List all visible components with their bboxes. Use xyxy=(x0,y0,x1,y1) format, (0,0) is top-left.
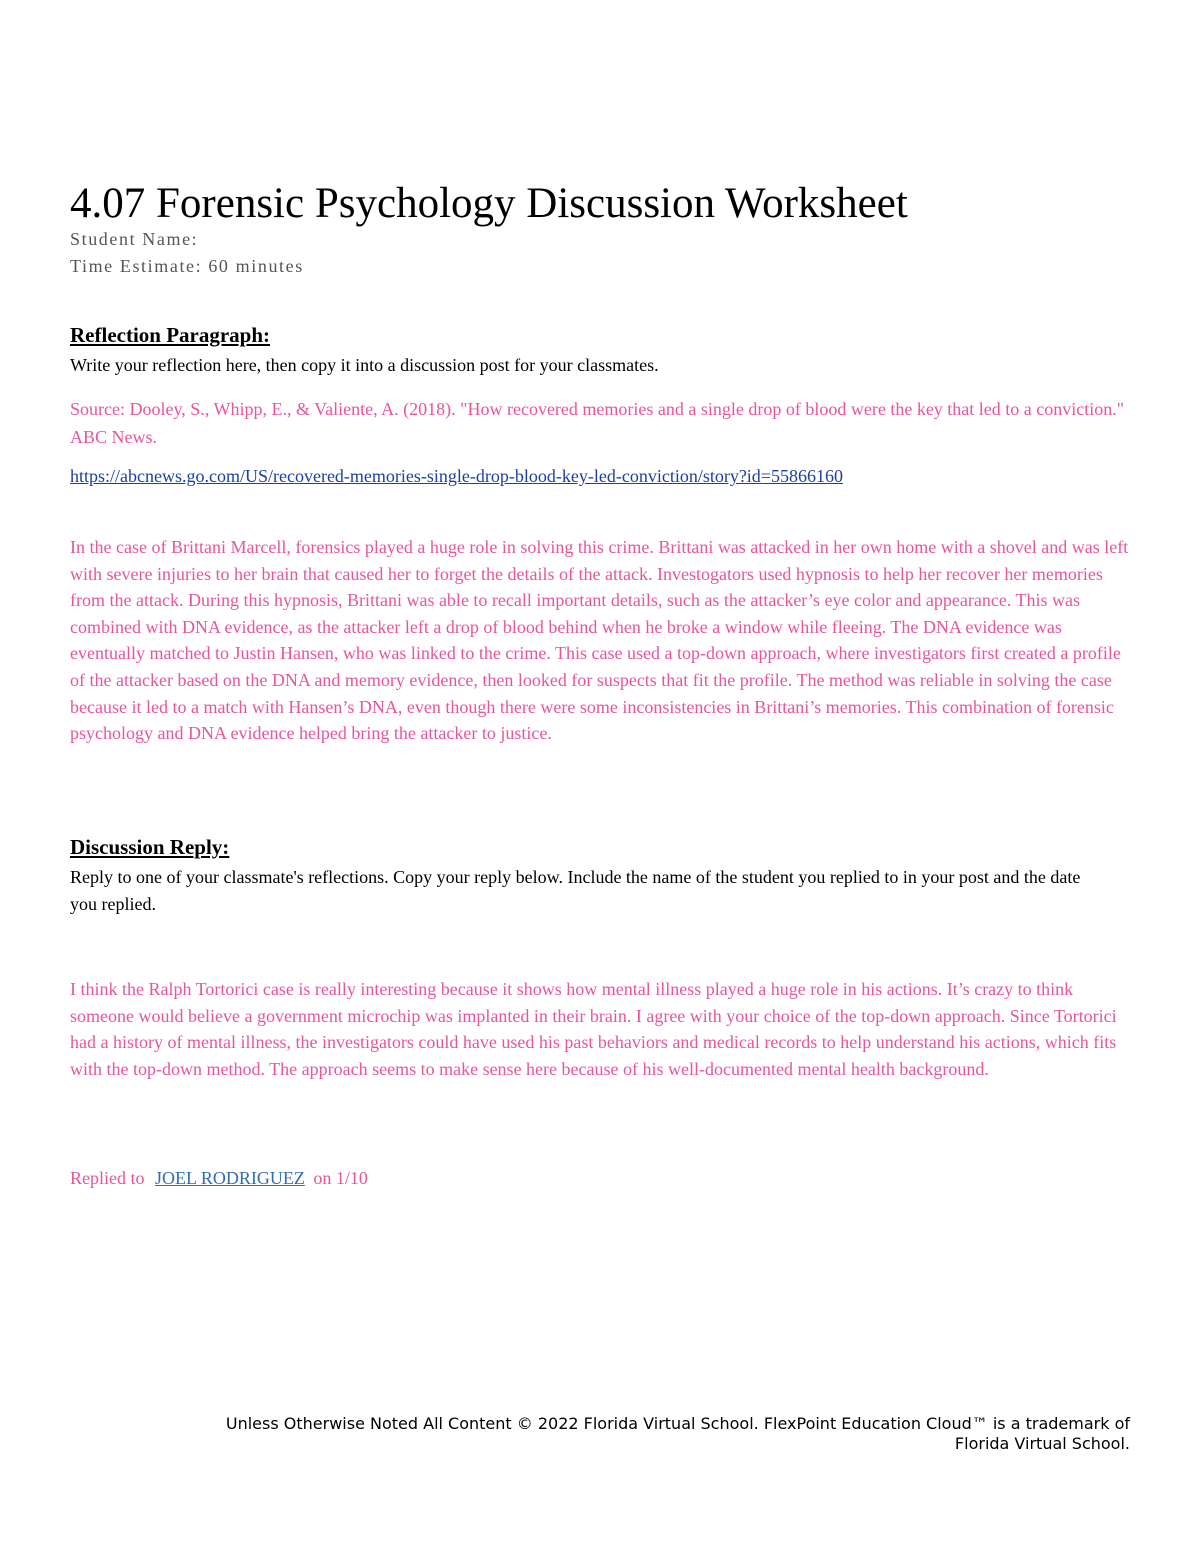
replied-date: on 1/10 xyxy=(313,1168,368,1188)
page-title: 4.07 Forensic Psychology Discussion Worksheet xyxy=(70,180,908,227)
worksheet-page xyxy=(70,0,1130,1553)
reflection-instruction: Write your reflection here, then copy it into a discussion post for your classmates. xyxy=(70,355,659,375)
footer-line-1: Unless Otherwise Noted All Content © 2022 Florida Virtual School. FlexPoint Education Cloud™ is a trademark of xyxy=(225,1414,1130,1433)
discussion-instruction: Reply to one of your classmate's reflections. Copy your reply below. Include the name of the student you replied to in your post and the date you replied. xyxy=(70,867,1081,914)
source-citation: Source: Dooley, S., Whipp, E., & Valiente, A. (2018). "How recovered memories and a single drop of blood were the key that led to a conviction." ABC News. xyxy=(70,399,1125,447)
discussion-reply-heading: Discussion Reply: xyxy=(70,835,230,859)
reflection-paragraph: In the case of Brittani Marcell, forensics played a huge role in solving this crime. Brittani was attacked in her own home with a shovel and was left with severe injuries to her brain that caused her to forget the details of the attack. Investogators used hypnosis to help her recover her memories from the attack. During this hypnosis, Brittani was able to recall important details, such as the attacker’s eye color and appearance. This was combined with DNA evidence, as the attacker left a drop of blood behind when he broke a window while fleeing. The DNA evidence was eventually matched to Justin Hansen, who was linked to the crime. This case used a top-down approach, where investigators first created a profile of the attacker based on the DNA and memory evidence, then looked for suspects that fit the profile. The method was reliable in solving the case because it led to a match with Hansen’s DNA, even though there were some inconsistencies in Brittani’s memories. This combination of forensic psychology and DNA evidence helped bring the attacker to justice. xyxy=(70,537,1129,744)
student-name-label: Student Name: xyxy=(70,229,199,249)
footer-line-2: Florida Virtual School. xyxy=(954,1434,1130,1453)
replied-prefix: Replied to xyxy=(70,1168,145,1188)
replied-to-line xyxy=(70,1168,368,1189)
reflection-heading: Reflection Paragraph: xyxy=(70,323,271,347)
discussion-reply-paragraph: I think the Ralph Tortorici case is really interesting because it shows how mental illness played a huge role in his actions. It’s crazy to think someone would believe a government microchip was implanted in their brain. I agree with your choice of the top-down approach. Since Tortorici had a history of mental illness, the investigators could have used his past behaviors and medical records to help understand his actions, which fits with the top-down method. The approach seems to make sense here because of his well-documented mental health background. xyxy=(70,979,1117,1079)
source-link[interactable]: https://abcnews.go.com/US/recovered-memories-single-drop-blood-key-led-conviction/story?id=55866160 xyxy=(70,466,843,486)
time-estimate: Time Estimate: 60 minutes xyxy=(70,256,304,276)
replied-student-link[interactable]: JOEL RODRIGUEZ xyxy=(155,1168,305,1188)
copyright-footer xyxy=(70,1414,1130,1454)
